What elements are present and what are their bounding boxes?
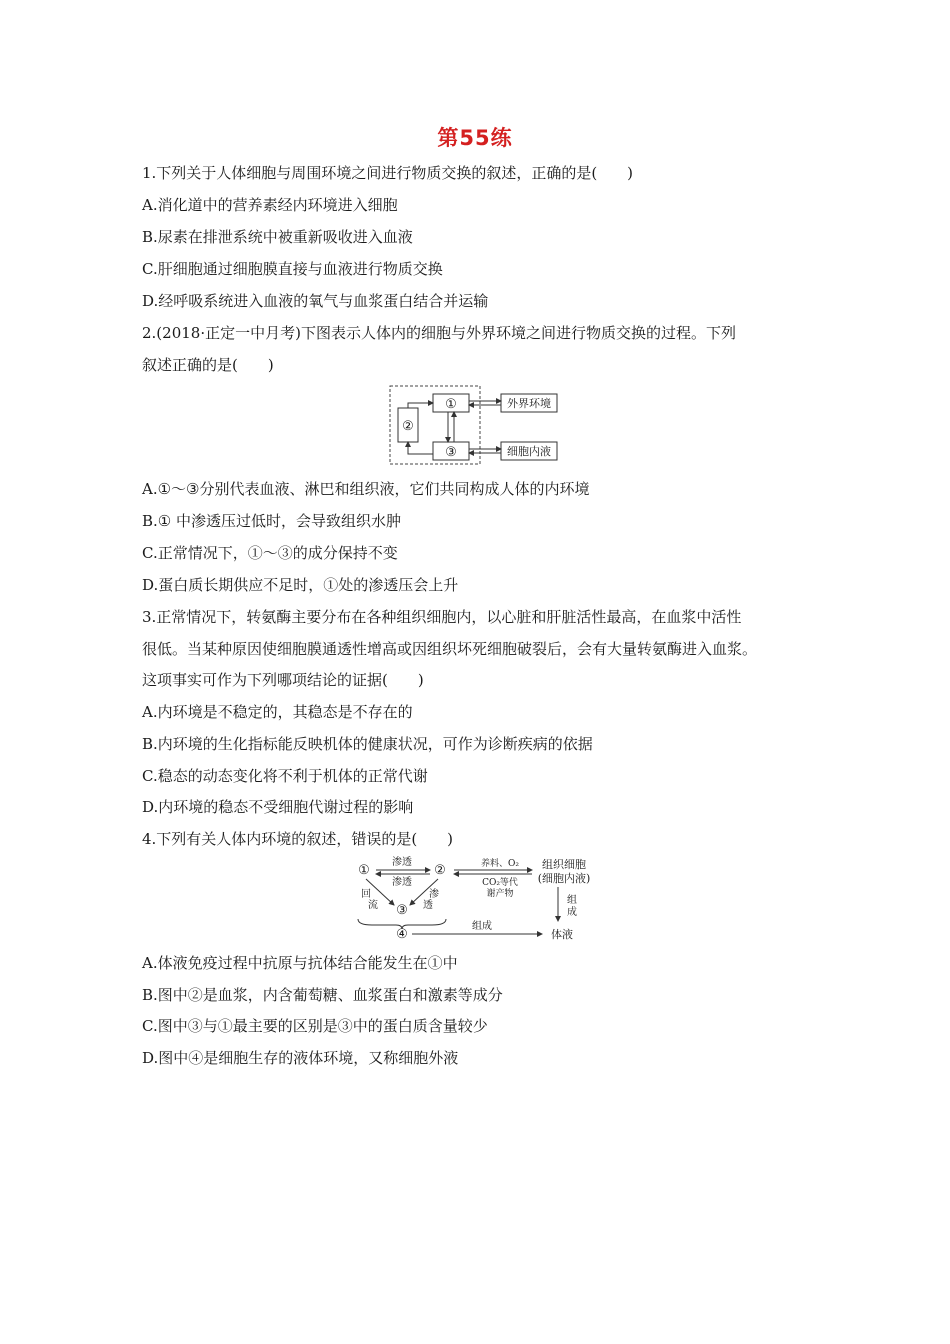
page-title: 第55练 [437,126,513,150]
q1-option-d: D.经呼吸系统进入血液的氧气与血浆蛋白结合并运输 [142,292,489,310]
q4-co2-2: 谢产物 [486,889,514,899]
arrow-3-to-2 [408,442,433,454]
q4-node-2: ② [434,863,446,878]
q4-node-4: ④ [396,927,408,942]
q4-compose-v2: 成 [567,907,577,918]
q4-co2-1: CO₂等代 [482,878,518,888]
q4-compose-v1: 组 [567,895,577,906]
q3-option-b: B.内环境的生化指标能反映机体的健康状况，可作为诊断疾病的依据 [142,735,593,753]
q4-node-1: ① [358,863,370,878]
q3-option-c: C.稳态的动态变化将不利于机体的正常代谢 [142,767,428,785]
q2-option-d: D.蛋白质长期供应不足时，①处的渗透压会上升 [142,576,459,594]
q4-option-b: B.图中②是血浆，内含葡萄糖、血浆蛋白和激素等成分 [142,986,503,1004]
q4-osmosis-top: 渗透 [392,857,412,868]
node-3-label: ③ [445,445,457,460]
external-env-label: 外界环境 [507,397,551,410]
q3-option-a: A.内环境是不稳定的，其稳态是不存在的 [142,703,413,721]
q4-osm-diag-2: 透 [423,900,433,911]
q4-osm-diag-1: 渗 [429,889,439,900]
q2-stem-line2: 叙述正确的是( ) [142,356,274,374]
q4-return-2: 流 [368,900,378,911]
q4-diagram [352,855,602,943]
q4-option-a: A.体液免疫过程中抗原与抗体结合能发生在①中 [142,954,458,972]
arrow-2-to-1 [408,403,433,408]
q4-option-c: C.图中③与①最主要的区别是③中的蛋白质含量较少 [142,1017,488,1035]
q4-osmosis-bottom: 渗透 [392,877,412,888]
node-1-label: ① [445,397,457,412]
q2-option-c: C.正常情况下，①～③的成分保持不变 [142,544,398,562]
node-2-label: ② [402,419,414,434]
q4-return-1: 回 [361,889,371,900]
q2-option-a: A.①～③分别代表血液、淋巴和组织液，它们共同构成人体的内环境 [142,480,590,498]
q4-intracellular: (细胞内液) [537,872,591,885]
q4-brace [358,919,446,929]
intracellular-label: 细胞内液 [507,445,551,458]
q4-nutrients: 养料、O₂ [481,859,519,869]
q4-compose-h: 组成 [472,921,492,932]
q2-diagram [388,384,568,466]
q1-option-a: A.消化道中的营养素经内环境进入细胞 [142,196,398,214]
q2-stem-line1: 2.(2018·正定一中月考)下图表示人体内的细胞与外界环境之间进行物质交换的过程。下列 [142,324,736,342]
q3-option-d: D.内环境的稳态不受细胞代谢过程的影响 [142,798,414,816]
q3-stem-line3: 这项事实可作为下列哪项结论的证据( ) [142,671,424,689]
q1-stem: 1.下列关于人体细胞与周围环境之间进行物质交换的叙述，正确的是( ) [142,164,634,182]
q4-option-d: D.图中④是细胞生存的液体环境，又称细胞外液 [142,1049,459,1067]
q3-stem-line1: 3.正常情况下，转氨酶主要分布在各种组织细胞内，以心脏和肝脏活性最高，在血浆中活性 [142,608,742,626]
q4-body-fluid: 体液 [551,928,573,941]
q4-stem: 4.下列有关人体内环境的叙述，错误的是( ) [142,830,454,848]
q2-option-b: B.① 中渗透压过低时，会导致组织水肿 [142,512,402,530]
q1-option-b: B.尿素在排泄系统中被重新吸收进入血液 [142,228,413,246]
q3-stem-line2: 很低。当某种原因使细胞膜通透性增高或因组织坏死细胞破裂后，会有大量转氨酶进入血浆。 [142,640,758,658]
q4-tissue-cell: 组织细胞 [542,858,586,871]
q1-option-c: C.肝细胞通过细胞膜直接与血液进行物质交换 [142,260,443,278]
q4-node-3: ③ [396,903,408,918]
